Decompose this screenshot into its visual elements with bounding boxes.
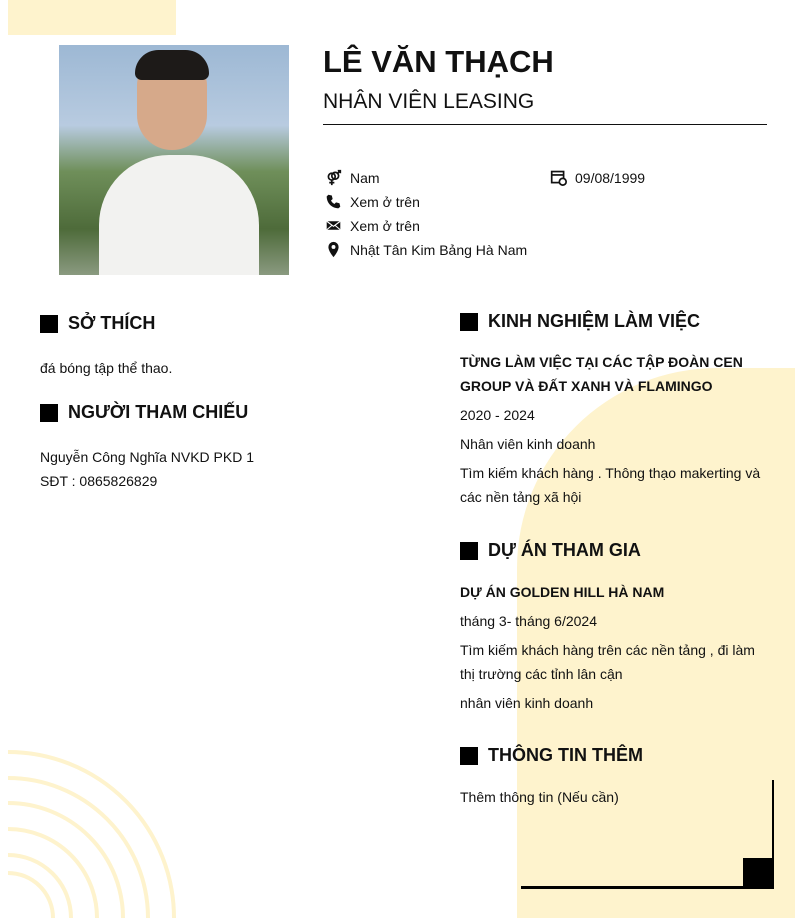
project-role: nhân viên kinh doanh [460,695,594,711]
decor-arcs [0,740,200,918]
envelope-icon [325,217,342,234]
job-title: NHÂN VIÊN LEASING [323,90,535,113]
location-pin-icon [325,241,342,258]
section-extra-heading [460,745,643,766]
section-title: THÔNG TIN THÊM [488,745,643,765]
email-text: Xem ở trên [350,217,420,234]
section-title: SỞ THÍCH [68,313,156,333]
decor-frame-square [743,858,774,889]
reference-phone: SĐT : 0865826829 [40,473,158,489]
square-bullet-icon [40,315,58,333]
square-bullet-icon [460,313,478,331]
square-bullet-icon [40,404,58,422]
experience-role: Nhân viên kinh doanh [460,436,596,452]
square-bullet-icon [460,747,478,765]
project-period: tháng 3- tháng 6/2024 [460,613,598,629]
section-hobbies-heading [40,313,155,334]
address-text: Nhật Tân Kim Bảng Hà Nam [350,241,528,258]
gender-icon [325,169,342,186]
email-row [325,217,420,234]
decor-top-block [8,0,176,35]
birthday-row [550,169,645,186]
phone-row [325,193,420,210]
section-experience-heading [460,311,700,332]
company-line: GROUP VÀ ĐẤT XANH VÀ FLAMINGO [460,378,713,394]
section-projects-heading [460,540,641,561]
phone-icon [325,193,342,210]
section-title: DỰ ÁN THAM GIA [488,540,641,560]
gender-row [325,169,380,186]
experience-desc: Tìm kiếm khách hàng . Thông thạo makerting và [460,465,761,481]
project-desc: Tìm kiếm khách hàng trên các nền tảng , đi làm [460,642,755,658]
full-name: LÊ VĂN THẠCH [323,44,554,79]
section-references-heading [40,402,248,423]
experience-content [460,350,770,509]
reference-name: Nguyễn Công Nghĩa NVKD PKD 1 [40,449,254,465]
gender-text: Nam [350,169,380,186]
extra-text: Thêm thông tin (Nếu cần) [460,789,619,805]
birthday-text: 09/08/1999 [575,169,646,186]
experience-period: 2020 - 2024 [460,407,535,423]
calendar-icon [550,169,567,186]
section-title: NGƯỜI THAM CHIẾU [68,402,249,422]
company-line: TỪNG LÀM VIỆC TẠI CÁC TẬP ĐOÀN CEN [460,354,743,370]
hobbies-text: đá bóng tập thể thao. [40,360,173,376]
divider [323,124,767,125]
address-row [325,241,527,258]
decor-frame-line [521,886,774,889]
references-content [40,445,254,493]
phone-text: Xem ở trên [350,193,420,210]
experience-desc: các nền tảng xã hội [460,489,582,505]
square-bullet-icon [460,542,478,560]
project-name: DỰ ÁN GOLDEN HILL HÀ NAM [460,584,665,600]
projects-content [460,580,770,715]
profile-photo [59,45,289,275]
project-desc: thị trường các tỉnh lân cận [460,666,623,682]
section-title: KINH NGHIỆM LÀM VIỆC [488,311,701,331]
